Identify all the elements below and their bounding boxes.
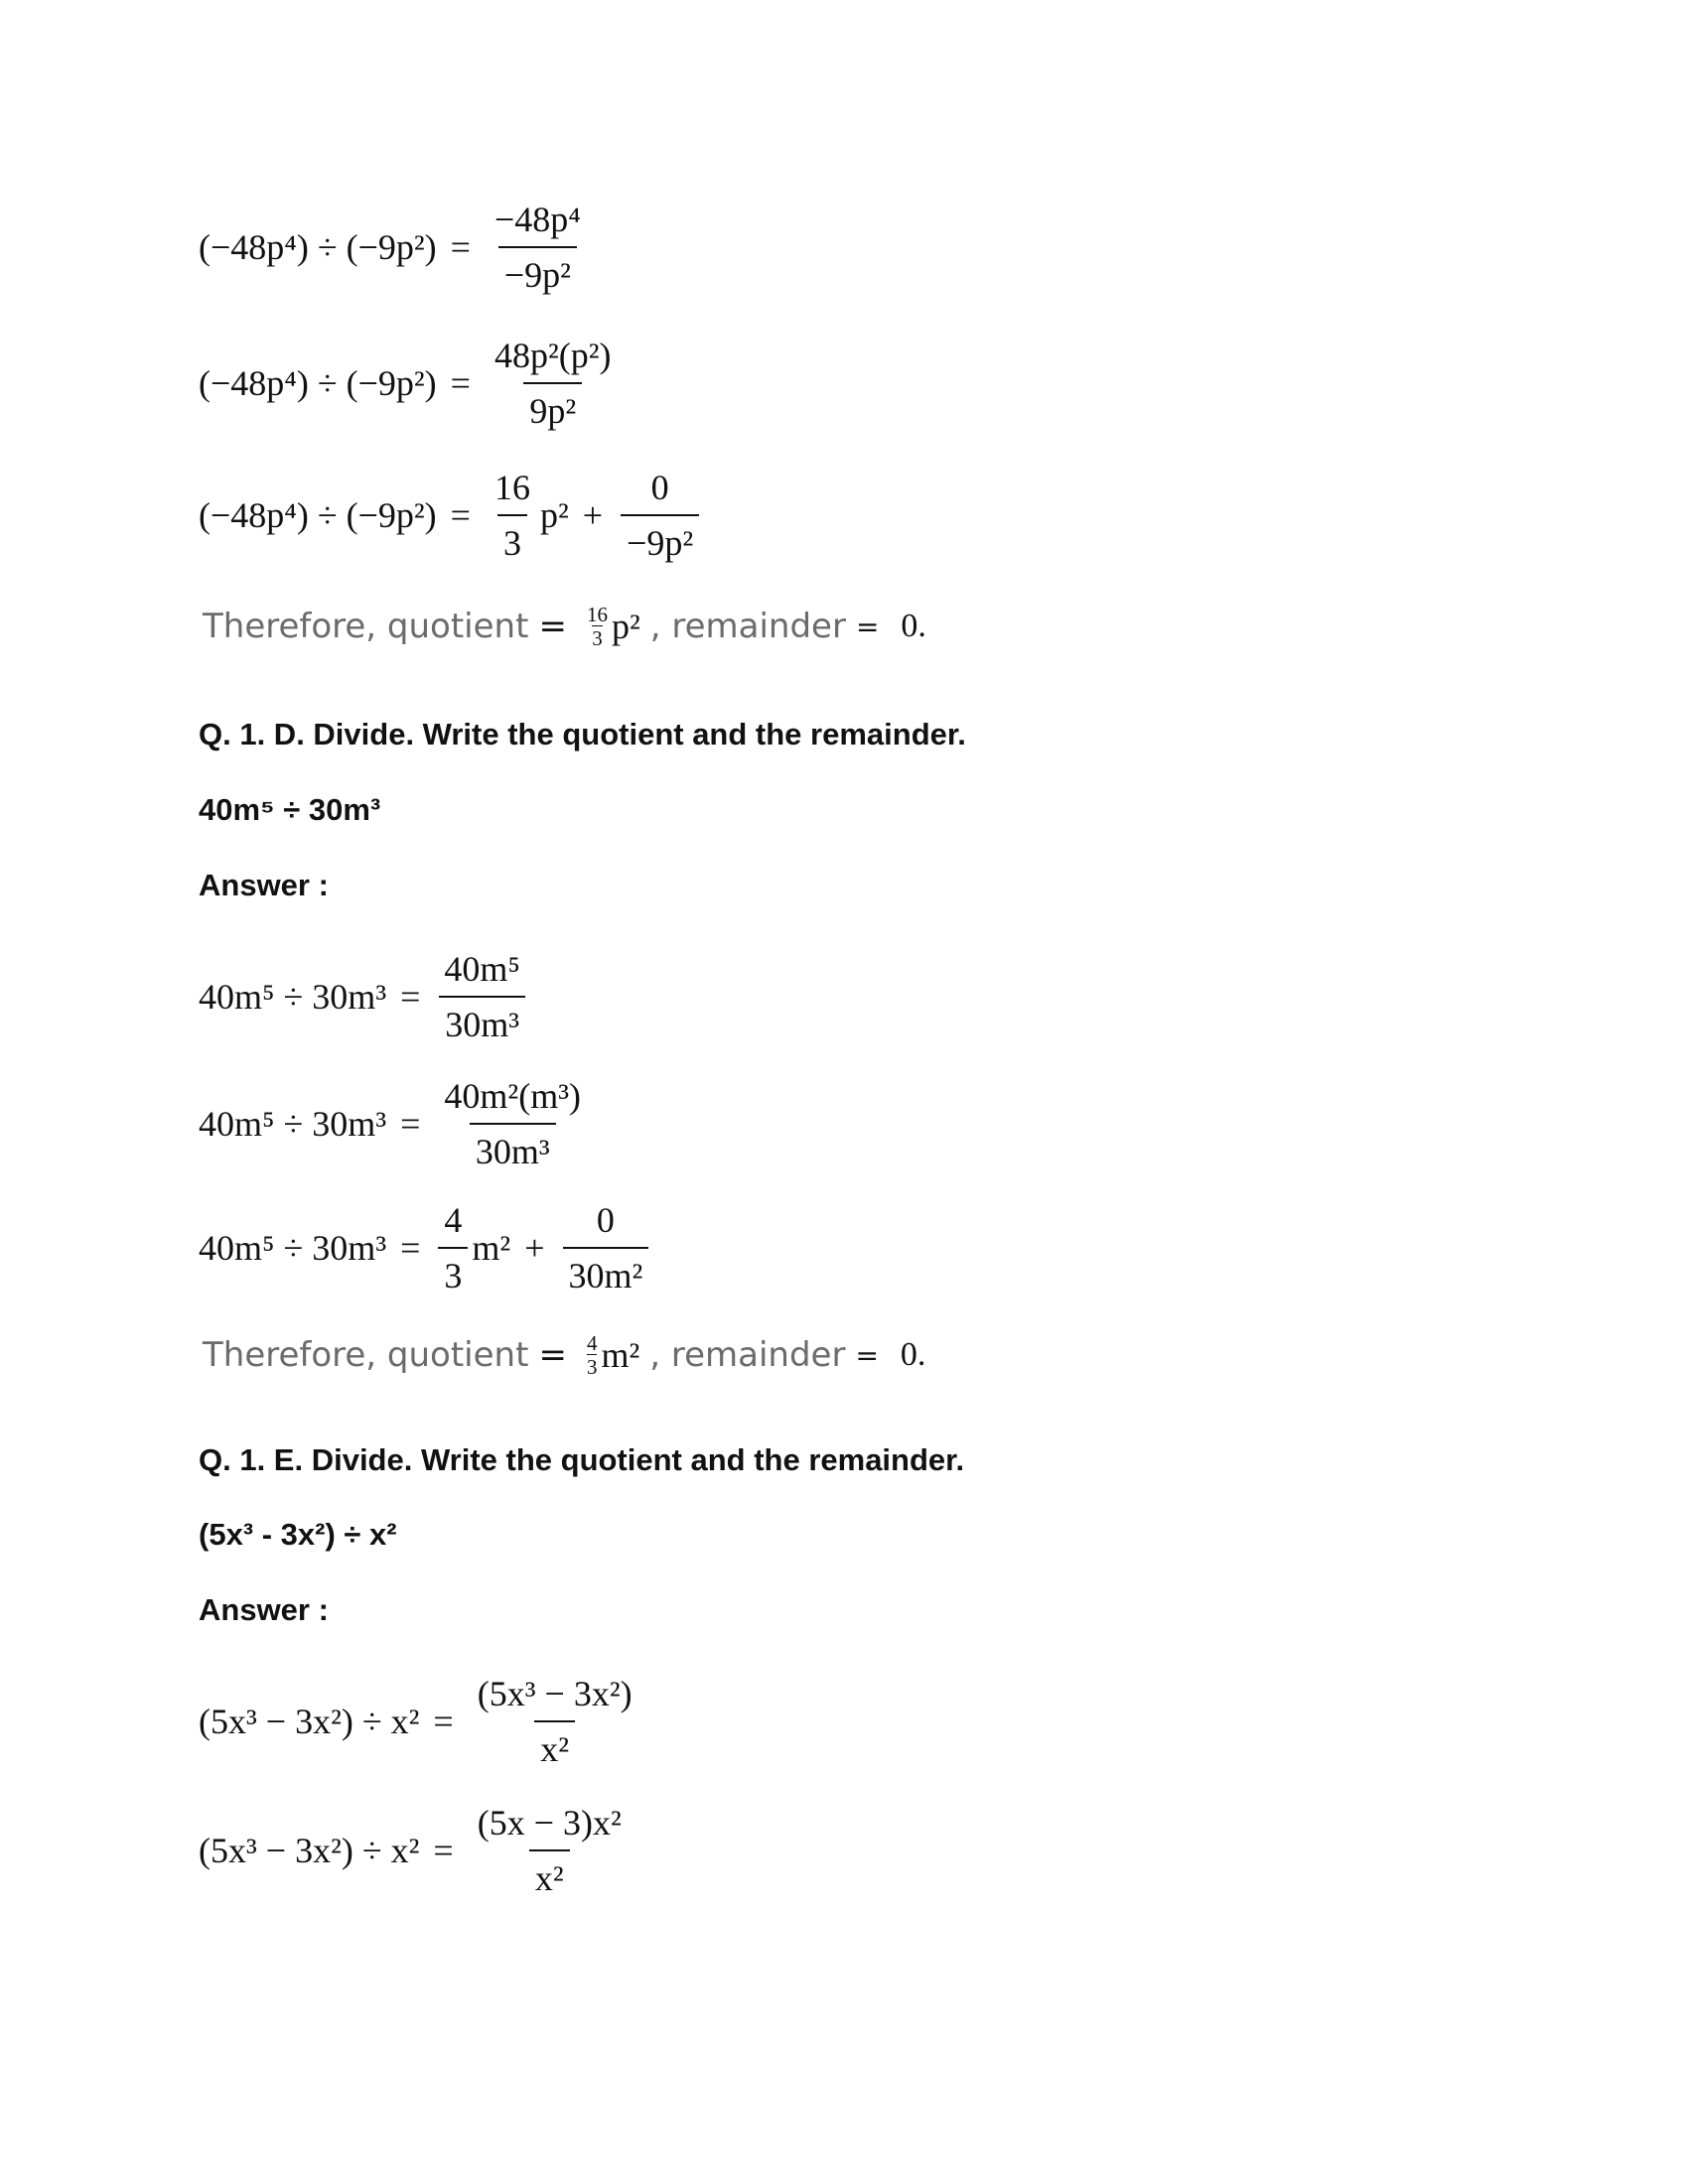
- numerator: 40m²(m³): [444, 1076, 581, 1116]
- equals-sign: =: [400, 1104, 421, 1144]
- denominator: 3: [438, 1247, 468, 1297]
- conclusion-prefix: Therefore, quotient: [203, 1335, 529, 1376]
- fraction: [489, 335, 618, 432]
- conclusion-d: [203, 1332, 925, 1378]
- equation-c-3: [199, 467, 703, 564]
- denominator: x²: [529, 1849, 570, 1899]
- equals-sign: =: [855, 610, 880, 643]
- answer-label-e: Answer :: [199, 1592, 329, 1627]
- quotient-fraction: [587, 1332, 598, 1378]
- quotient-variable: p²: [611, 607, 640, 647]
- equation-lhs: 40m⁵ ÷ 30m³: [199, 1228, 387, 1268]
- remainder-value: 0.: [901, 608, 926, 645]
- remainder-value: 0.: [900, 1336, 926, 1374]
- remainder-label: , remainder: [649, 607, 846, 647]
- problem-expression-d: 40m⁵ ÷ 30m³: [199, 792, 381, 827]
- equals-sign: =: [400, 1228, 421, 1268]
- fraction: [489, 467, 536, 564]
- question-heading-e: Q. 1. E. Divide. Write the quotient and the remainder.: [199, 1442, 965, 1477]
- quotient-term: p²: [539, 495, 569, 535]
- remainder-fraction: [621, 467, 699, 564]
- numerator: −48p⁴: [493, 200, 581, 239]
- fraction: [489, 199, 587, 296]
- equation-lhs: 40m⁵ ÷ 30m³: [199, 1104, 387, 1144]
- equation-lhs: (−48p⁴) ÷ (−9p²): [199, 363, 437, 403]
- equation-lhs: (5x³ − 3x²) ÷ x²: [199, 1702, 420, 1741]
- equals-sign: =: [538, 1335, 567, 1376]
- question-heading-d: Q. 1. D. Divide. Write the quotient and the remainder.: [199, 717, 966, 751]
- equation-lhs: (−48p⁴) ÷ (−9p²): [199, 227, 437, 267]
- denominator: −9p²: [498, 246, 577, 296]
- denominator: 3: [497, 514, 527, 564]
- fraction: [438, 948, 526, 1045]
- denominator: 3: [586, 1355, 598, 1380]
- equation-e-2: [199, 1802, 632, 1899]
- equation-lhs: (5x³ − 3x²) ÷ x²: [199, 1831, 420, 1870]
- fraction: [472, 1802, 628, 1899]
- quotient-fraction: [587, 604, 608, 649]
- numerator: 16: [586, 603, 608, 626]
- equals-sign: =: [450, 363, 471, 403]
- denominator: 3: [592, 626, 603, 651]
- remainder-label: , remainder: [649, 1335, 846, 1376]
- fraction: [438, 1199, 468, 1297]
- answer-label-d: Answer :: [199, 868, 329, 902]
- equals-sign: =: [450, 227, 471, 267]
- equals-sign: =: [433, 1831, 454, 1870]
- equation-d-2: [199, 1075, 591, 1172]
- equals-sign: =: [433, 1702, 454, 1741]
- numerator: (5x³ − 3x²): [477, 1674, 633, 1713]
- equation-d-1: [199, 948, 530, 1045]
- numerator: 48p²(p²): [493, 336, 612, 375]
- numerator: 16: [493, 468, 530, 507]
- numerator: 4: [444, 1200, 463, 1240]
- equation-c-2: [199, 335, 622, 432]
- denominator: 30m²: [563, 1247, 649, 1297]
- equation-d-3: [199, 1199, 652, 1297]
- equals-sign: =: [538, 607, 567, 647]
- equals-sign: =: [855, 1338, 879, 1372]
- denominator: 30m³: [439, 996, 525, 1045]
- quotient-term: m²: [472, 1228, 511, 1268]
- denominator: −9p²: [621, 514, 699, 564]
- equals-sign: =: [400, 977, 421, 1017]
- conclusion-prefix: Therefore, quotient: [203, 607, 529, 647]
- plus-sign: +: [582, 495, 604, 535]
- numerator: 0: [596, 1200, 615, 1240]
- fraction: [438, 1075, 587, 1172]
- equation-lhs: 40m⁵ ÷ 30m³: [199, 977, 387, 1017]
- denominator: 9p²: [523, 382, 582, 432]
- numerator: 40m⁵: [444, 949, 520, 989]
- denominator: x²: [534, 1720, 575, 1770]
- equals-sign: =: [450, 495, 471, 535]
- numerator: 0: [650, 468, 669, 507]
- equation-c-1: [199, 199, 591, 296]
- equation-e-1: [199, 1673, 642, 1770]
- problem-expression-e: (5x³ - 3x²) ÷ x²: [199, 1517, 397, 1552]
- plus-sign: +: [524, 1228, 545, 1268]
- remainder-fraction: [563, 1199, 649, 1297]
- numerator: 4: [586, 1331, 598, 1355]
- quotient-variable: m²: [601, 1335, 640, 1376]
- fraction: [472, 1673, 638, 1770]
- numerator: (5x − 3)x²: [477, 1803, 622, 1843]
- denominator: 30m³: [470, 1123, 556, 1172]
- equation-lhs: (−48p⁴) ÷ (−9p²): [199, 495, 437, 535]
- conclusion-c: [203, 604, 926, 649]
